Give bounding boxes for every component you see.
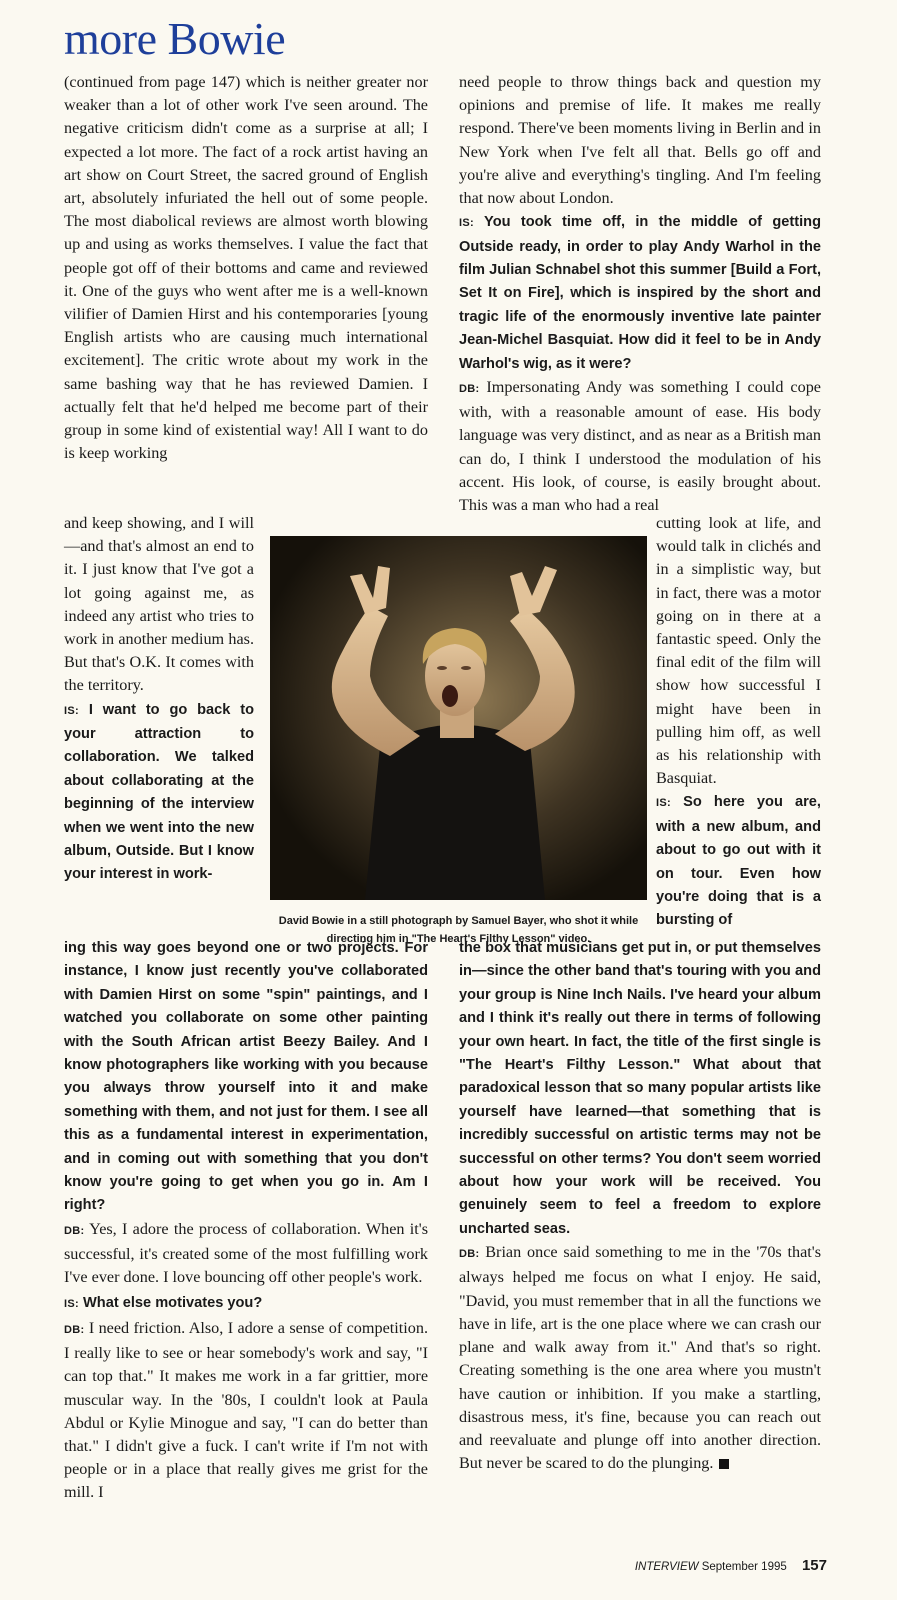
photo-david-bowie xyxy=(270,536,647,900)
question-text: I want to go back to your attraction to collaboration. We talked about collaborating at the beginning of the interview when we went into the new album, Outside. But I know your interest in work- xyxy=(64,701,254,883)
paragraph: and keep showing, and I will—and that's almost an end to it. I just know that I've got a lot going against me, as indeed any artist who tries to work in another medium has. But that's O.K. It comes with the territory. xyxy=(64,514,254,695)
column-1-wrap xyxy=(64,512,254,887)
photo-caption: David Bowie in a still photograph by Samuel Bayer, who shot it while directing him in "The Heart's Filthy Lesson" video. xyxy=(278,915,639,945)
page-number: 157 xyxy=(801,1557,827,1574)
question xyxy=(459,211,821,376)
question-continued: ing this way goes beyond one or two projects. For instance, I know just recently you've collaborated with Damien Hirst on some "spin" paintings, and I watched you collaborate on some other painting with the South African artist Beezy Bailey. And I know photographers like working with you because you always throw yourself into it and make something with them, and not just for them. I see all this as a fundamental interest in experimentation, and in coming out with something that you don't know you're going to get when you go in. Am I right? xyxy=(64,940,428,1214)
end-mark-icon xyxy=(719,1459,729,1469)
paragraph: (continued from page 147) which is neither greater nor weaker than a lot of other work I've seen around. The negative criticism didn't come as a surprise at all; I expected a lot more. The fact of a rock artist having an art show on Court Street, the sacred ground of English art, absolutely infuriated the hell out of some people. The most diabolical reviews are almost worth blowing up and using as works themselves. I value the fact that people got off of their bottoms and came and reviewed it. One of the guys who went after me is a well-known vilifier of Damien Hirst and his contemporaries [young English artists who are causing much international excitement]. The critic wrote about my work in the same bashing way that he has reviewed Damien. I actually felt that he'd helped me become part of their group in some kind of existential way! All I want to do is keep working xyxy=(64,73,428,463)
magazine-name: INTERVIEW xyxy=(634,1561,699,1573)
answer-text: Impersonating Andy was something I could cope with, with a reasonable amount of ease. His body language was very distinct, and as near as a British man can do, I think I understood the modulation of his accent. His look, of course, is easily brought about. This was a man who had a real xyxy=(459,378,821,515)
question xyxy=(656,791,821,932)
paragraph: cutting look at life, and would talk in clichés and in a simplistic way, but in fact, there was a motor going on in there at a fantastic speed. Only the final edit of the film will show how successful I might have been in pulling him off, as well as his relationship with Basquiat. xyxy=(656,514,821,788)
column-2-top xyxy=(459,71,821,517)
question-text: You took time off, in the middle of getting Outside ready, in order to play Andy Warhol in the film Julian Schnabel shot this summer [Build a Fort, Set It on Fire], which is inspired by the short and tragic life of the enormously inventive late painter Jean-Michel Basquiat. How did it feel to be in Andy Warhol's wig, as it were? xyxy=(459,214,821,372)
answer xyxy=(459,376,821,517)
speaker-label: DB: xyxy=(459,383,480,396)
paragraph: need people to throw things back and question my opinions and premise of life. It makes me really respond. There've been moments living in Berlin and in New York when I've felt all that. Bells go off and you're alive and everything's tingling. And I'm feeling that now about London. xyxy=(459,73,821,208)
question-text: So here you are, with a new album, and about to go out with it on tour. Even how you're doing that is a bursting of xyxy=(656,794,821,929)
question xyxy=(64,699,254,887)
speaker-label: IS: xyxy=(64,1298,79,1311)
speaker-label: DB: xyxy=(64,1224,85,1237)
answer-text: Brian once said something to me in the '70s that's always helped me focus on what I enjoy. He said, "David, you must remember that in all the functions we have in life, art is the one place where we can crash our plane and walk away from it." And that's so right. Creating something is the one area where you mustn't have caution or inhibition. If you make a startling, disastrous mess, it's fine, because you can reach out and reevaluate and plunge off into another direction. But never be scared to do the plunging. xyxy=(459,1243,822,1473)
answer-text: Yes, I adore the process of collaboration. When it's successful, it's created some of the most fulfilling work I've ever done. I love bouncing off other people's work. xyxy=(64,1219,429,1287)
speaker-label: IS: xyxy=(656,797,671,810)
answer-text: I need friction. Also, I adore a sense of competition. I really like to see or hear somebody's work and say, "I can top that." It makes me work in a far grittier, more muscular way. In the '80s, I couldn't look at Paula Abdul or Kylie Minogue and say, "I can do better than that." I didn't give a fuck. I can't write if I'm not with people or in a place that really gives me grist for the mill. I xyxy=(64,1318,428,1502)
question xyxy=(64,1292,428,1316)
page-title: more Bowie xyxy=(64,13,286,64)
column-1-top xyxy=(64,71,428,465)
answer xyxy=(64,1218,428,1290)
question-text: What else motivates you? xyxy=(83,1295,263,1312)
speaker-label: IS: xyxy=(64,704,79,717)
speaker-label: DB: xyxy=(64,1323,85,1336)
answer xyxy=(459,1241,821,1475)
question-continued: the box that musicians get put in, or put themselves in—since the other band that's touring with you and your group is Nine Inch Nails. I've heard your album and I think it's really out there in terms of following your own heart. In fact, the title of the first single is "The Heart's Filthy Lesson." What about that paradoxical lesson that so many popular artists like yourself have learned—that something that is incredibly successful on artistic terms may not be successful on other terms? You don't seem worried about how your work will be received. You genuinely seem to feel a freedom to explore uncharted seas. xyxy=(459,940,821,1237)
column-1-bottom xyxy=(64,937,428,1505)
speaker-label: IS: xyxy=(459,217,474,230)
answer xyxy=(64,1317,428,1505)
speaker-label: DB: xyxy=(459,1248,480,1261)
column-2-bottom xyxy=(459,937,821,1475)
column-2-wrap xyxy=(656,512,821,933)
page-footer xyxy=(635,1557,827,1574)
photo-illustration xyxy=(270,536,647,900)
issue-date: September 1995 xyxy=(701,1561,787,1573)
